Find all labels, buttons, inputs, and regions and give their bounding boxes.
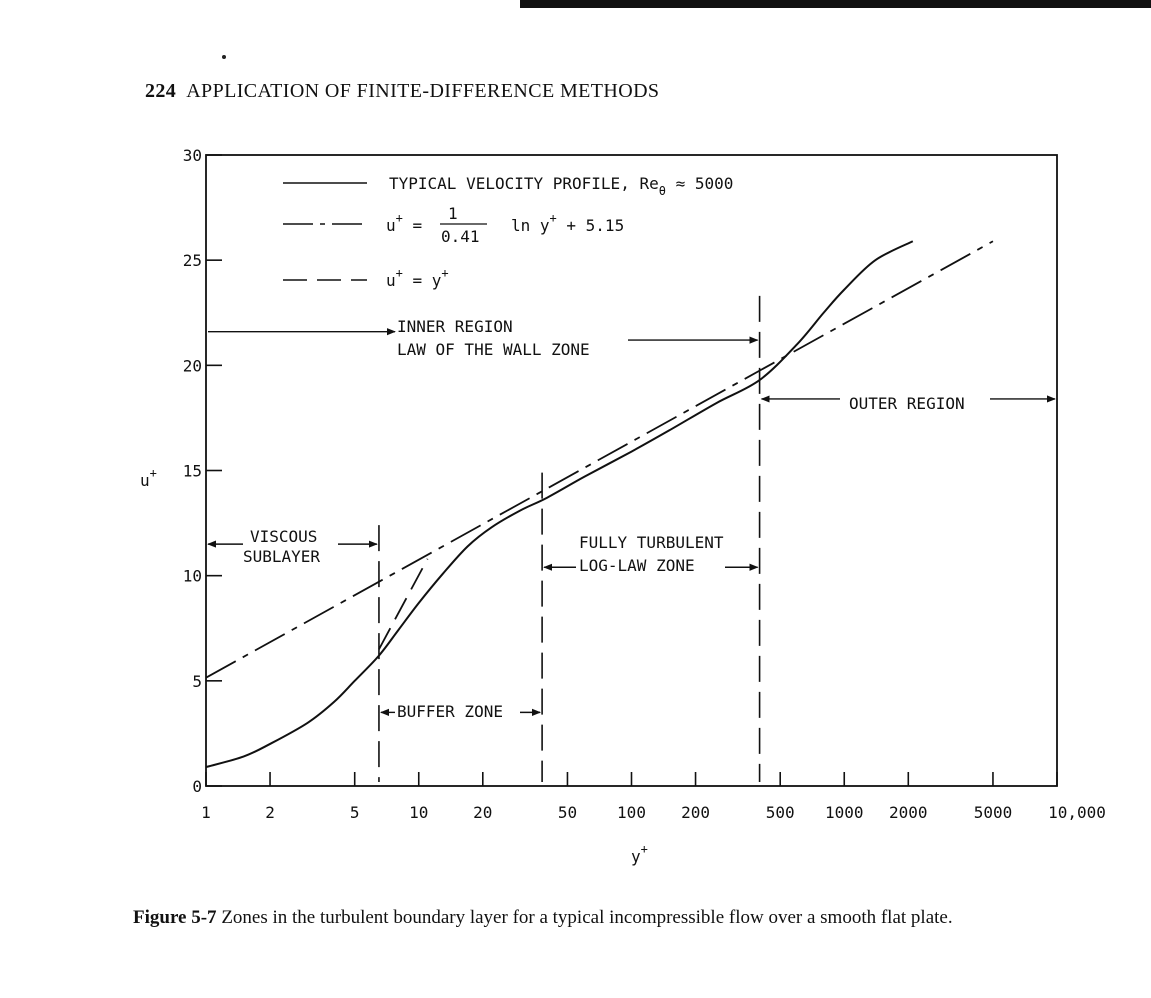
sublayer-label: SUBLAYER [243,547,321,566]
x-tick-label: 2000 [889,803,928,822]
fully-turbulent-label: FULLY TURBULENT [579,533,724,552]
log-law-zone-label: LOG-LAW ZONE [579,556,695,575]
series-layer [206,241,993,767]
x-axis-label: y+ [631,842,648,866]
svg-text:u+ =: u+ = [386,211,423,235]
y-tick-label: 10 [182,566,202,586]
buffer-zone-label: BUFFER ZONE [397,702,503,721]
legend-entry-profile: TYPICAL VELOCITY PROFILE, $Re_\theta \approx 5000$ [389,174,734,198]
y-tick-label: 15 [182,461,202,481]
x-tick-label: 1000 [824,803,864,822]
x-tick-label: 20 [473,803,493,822]
outer-region-label: OUTER REGION [849,394,965,413]
series-dashed [379,559,428,649]
figure-label: Figure 5-7 [133,907,217,928]
inner-region-label: INNER REGION [397,317,513,336]
fraction-denominator: 0.41 [441,227,480,246]
y-tick-label: 30 [182,146,202,165]
fraction-numerator: 1 [448,204,458,223]
legend-entry-linear: u+ = y+ [386,266,449,290]
y-axis-label: u+ [140,466,157,490]
running-title: APPLICATION OF FINITE-DIFFERENCE METHODS [186,80,660,102]
y-tick-label: 20 [182,356,202,376]
viscous-label: VISCOUS [250,527,318,546]
x-tick-label: 10,000 [1048,803,1106,822]
x-tick-label: 100 [617,803,646,822]
page-number: 224 [145,80,177,102]
series-solid [206,241,913,767]
x-tick-label: 2 [265,803,275,822]
x-tick-label: 50 [557,803,578,822]
x-tick-label: 500 [765,803,795,822]
plot-border [206,155,1057,786]
y-tick-label: 25 [182,251,202,271]
series-dashdot [206,241,993,677]
figure-caption [133,906,1093,930]
legend [283,174,733,290]
y-tick-label: 0 [192,777,202,796]
axis-ticks [183,146,1106,822]
x-tick-label: 5 [349,803,360,822]
annotation-arrows [208,332,1055,713]
figure-caption-text: Zones in the turbulent boundary layer for a typical incompressible flow over a smooth flat plate. [221,907,953,928]
x-tick-label: 1 [201,803,211,822]
svg-text:ln y+ + 5.15: ln y+ + 5.15 [511,211,625,235]
x-tick-label: 10 [409,803,429,822]
law-of-the-wall-label: LAW OF THE WALL ZONE [397,340,590,359]
legend-entry-log-law [386,204,624,246]
x-tick-label: 200 [681,803,710,822]
x-tick-label: 5000 [973,803,1013,822]
plot-frame [206,155,1057,786]
y-tick-label: 5 [192,671,202,691]
